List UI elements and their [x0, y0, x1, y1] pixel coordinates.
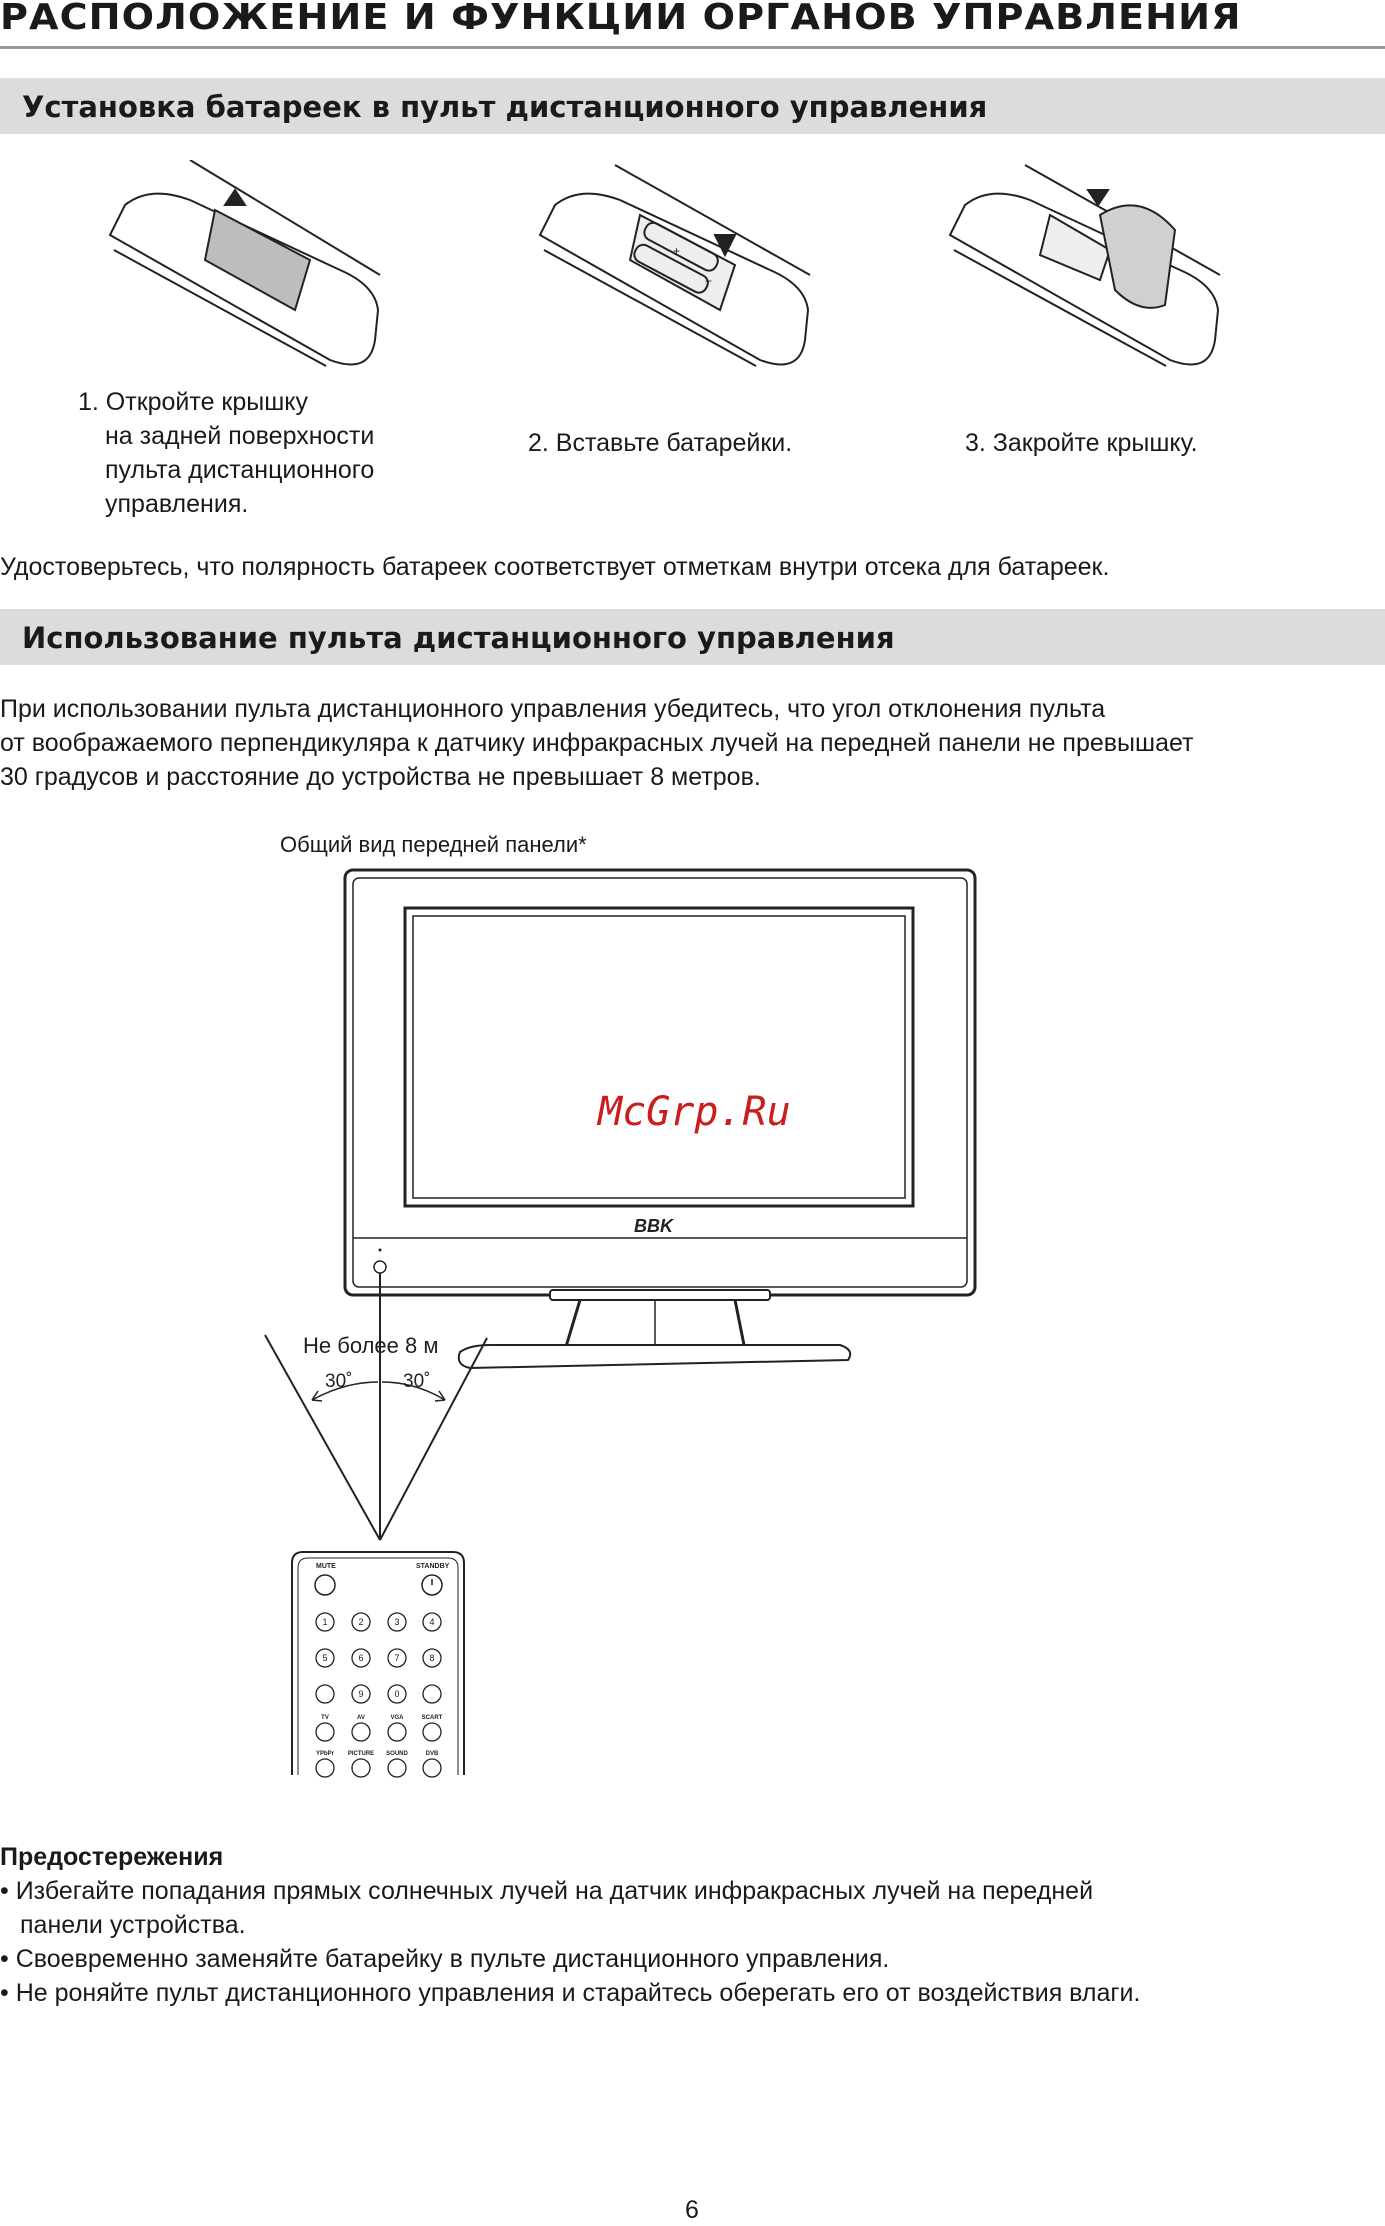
page-number: 6	[685, 2196, 699, 2224]
remote-key-2: 2	[358, 1617, 364, 1627]
remote-illustration	[292, 1552, 464, 1777]
remote-insert-batteries-illustration	[530, 160, 830, 370]
polarity-note: Удостоверьтесь, что полярность батареек соответствует отметкам внутри отсека для батареек.	[0, 553, 1110, 581]
remote-mute-label: MUTE	[316, 1563, 336, 1570]
usage-line-2: от воображаемого перпендикуляра к датчику инфракрасных лучей на передней панели не превышает	[0, 729, 1194, 757]
remote-key-1: 1	[322, 1617, 328, 1627]
step-2: 2. Вставьте батарейки.	[528, 429, 793, 457]
warnings-block	[0, 1840, 1140, 2010]
warning-item-3: • Не роняйте пульт дистанционного управления и старайтесь оберегать его от воздействия влаги.	[0, 1979, 1141, 2007]
remote-key-5: 5	[322, 1653, 328, 1663]
figure-caption: Общий вид передней панели*	[280, 832, 587, 857]
section-header-batteries	[0, 78, 1385, 134]
remote-picture-label: PICTURE	[347, 1751, 375, 1757]
remote-close-cover-illustration	[940, 160, 1240, 370]
warning-item-1-cont: панели устройства.	[20, 1911, 246, 1939]
remote-key-3: 3	[394, 1617, 400, 1627]
remote-key-4: 4	[429, 1617, 435, 1627]
svg-text:−: −	[705, 274, 713, 288]
remote-key-6: 6	[358, 1653, 364, 1663]
step-1-line-1: 1. Откройте крышку	[78, 388, 309, 416]
watermark: McGrp.Ru	[598, 1089, 791, 1135]
warning-item-1: • Избегайте попадания прямых солнечных лучей на датчик инфракрасных лучей на передней	[0, 1877, 1094, 1905]
remote-standby-label: STANDBY	[416, 1563, 450, 1570]
remote-key-8: 8	[429, 1653, 435, 1663]
warnings-title: Предостережения	[0, 1843, 224, 1871]
usage-line-3: 30 градусов и расстояние до устройства не превышает 8 метров.	[0, 763, 761, 791]
remote-key-7: 7	[394, 1653, 400, 1663]
section-heading: Использование пульта дистанционного управления	[22, 621, 895, 655]
page-title: РАСПОЛОЖЕНИЕ И ФУНКЦИИ ОРГАНОВ УПРАВЛЕНИЯ	[0, 0, 1242, 38]
angle-right-label: 30˚	[403, 1371, 431, 1392]
remote-scart-label: SCART	[421, 1715, 443, 1721]
step-1	[78, 385, 374, 521]
remote-av-label: AV	[357, 1715, 365, 1721]
remote-vga-label: VGA	[390, 1715, 404, 1721]
remote-sound-label: SOUND	[386, 1751, 408, 1757]
remote-tv-label: TV	[321, 1715, 329, 1721]
remote-ypbpr-label: YPbPr	[315, 1751, 335, 1757]
remote-key-9: 9	[358, 1689, 364, 1699]
usage-paragraph	[0, 692, 1194, 794]
step-1-line-3: пульта дистанционного	[105, 456, 375, 484]
warning-item-2: • Своевременно заменяйте батарейку в пульте дистанционного управления.	[0, 1945, 890, 1973]
step-1-line-4: управления.	[105, 490, 249, 518]
title-divider	[0, 46, 1385, 49]
svg-text:+: +	[673, 244, 681, 258]
section-header-remote-use	[0, 609, 1385, 665]
step-3: 3. Закройте крышку.	[965, 429, 1198, 457]
distance-label: Не более 8 м	[303, 1333, 439, 1358]
step-1-line-2: на задней поверхности	[105, 422, 375, 450]
ir-angle-diagram	[265, 1273, 487, 1540]
tv-brand-logo: BBK	[634, 1216, 673, 1236]
usage-line-1: При использовании пульта дистанционного управления убедитесь, что угол отклонения пульта	[0, 695, 1106, 723]
angle-left-label: 30˚	[325, 1371, 353, 1392]
tv-remote-figure	[0, 860, 1385, 1800]
remote-open-cover-illustration	[100, 160, 400, 370]
section-heading: Установка батареек в пульт дистанционного управления	[22, 90, 988, 124]
remote-key-0: 0	[394, 1689, 400, 1699]
remote-dvb-label: DVB	[425, 1751, 439, 1757]
